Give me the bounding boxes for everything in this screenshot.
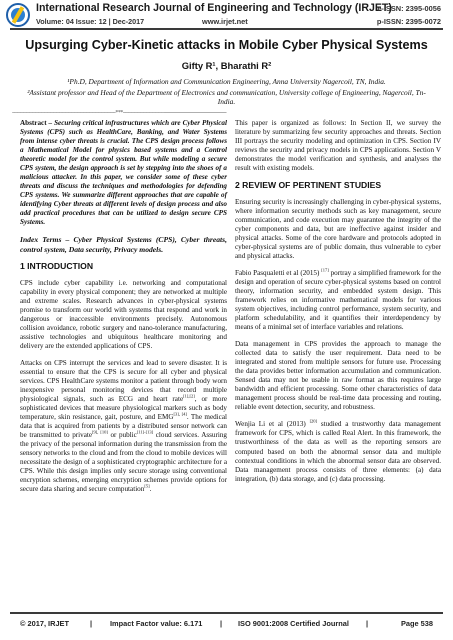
abstract: [20, 119, 227, 227]
intro-paragraph-2: [20, 359, 227, 494]
text-run: . The medical data that is acquired from patients by a distributed sensor network can be transmitted to private: [20, 413, 227, 440]
irjet-logo-icon: [6, 3, 30, 27]
section-heading-review: 2 REVIEW OF PERTINENT STUDIES: [235, 180, 382, 191]
review-paragraph-3: Data management in CPS provides the approach to manage the collected data to satisfy the user requirement. Data need to be integrated and stored from multiple sensors for future use. Processing the data provides better information accumulation and communication. Sensed data may not be usable in raw format as this requires large bandwidth and efficient processing. Some other characteristics of data management process should be real-time data processing and routing, reliable event detection, security, and robustness.: [235, 340, 441, 412]
left-column: [20, 119, 227, 502]
footer-separator: |: [220, 619, 223, 628]
text-run: Attacks on CPS interrupt the services and lead to severe disaster. It is essential to ensure that the CPS is secure for all cyber and physical services. CPS HealthCare systems monitor a patient through body worn inexpensive personal monitoring devices that record multiple physiological signals, such as ECG and heart rate: [20, 359, 227, 404]
review-paragraph-1: Ensuring security is increasingly challenging in cyber-physical systems, where information security methods such as key management, secure communication, and code execution may guarantee the integrity of the cyber components and data, but are ineffective against insider and physical attacks. Some of the core hardware and protocols adopted in cyber-physical systems are of public domain, thus vulnerable to cyber and physical attacks.: [235, 198, 441, 261]
text-run: Fabio Pasqualetti et al (2015): [235, 269, 322, 278]
paper-title: Upsurging Cyber-Kinetic attacks in Mobile Cyber Physical Systems: [25, 38, 428, 52]
text-run: .: [149, 485, 152, 494]
citation: [17]: [321, 267, 329, 273]
organization-paragraph: This paper is organized as follows: In Section II, we survey the literature by summarizing few security approaches and threats. Section III portrays the security modeling and optimization in CPS. Section IV reviews the security and privacy models in CPS applications. Section V demonstrates the model verification and synthesis, and analyses the result with existing models.: [235, 119, 441, 173]
footer-page-number: Page 538: [400, 619, 433, 628]
footer-separator: |: [366, 619, 369, 628]
right-column: [235, 119, 441, 492]
citation: [9], [10]: [92, 429, 108, 435]
abstract-body: – Securing critical infrastructures which are Cyber Physical Systems (CPS) such as HealthCare, Banking, and Water Systems from intense cyber threats is crucial. The CPS design process follows a Mathematical Model for physics based systems and a Control theoretic model for the control system. But while modeling a secure CPS system, the design approach is set by stepping into the shoes of a malicious attacker. In this paper, we consider some of these cyber threats and discuss the techniques and methodologies for defending CPS systems. We summarize different approaches that are capable of identifying Cyber threats at different levels of design process and also add practical procedures that can be utilized to design secure CPS Systems.: [20, 119, 227, 227]
review-paragraph-4: [235, 420, 441, 483]
index-terms: Index Terms – Cyber Physical Systems (CPS), Cyber threats, control system, Data security, Privacy models.: [20, 235, 227, 254]
page-footer: [0, 617, 453, 631]
citation: [3], [4]: [173, 411, 187, 417]
journal-website-link[interactable]: www.irjet.net: [202, 17, 248, 26]
text-run: portray a simplified framework for the design and operation of secure cyber-physical systems based on control theory, information security, and embedded system design. This framework relies on informative mathematical models for various system objectives, including control performance, system security, and platform schedulability, and it quantifies their interdependency by means of a minimal set of interface variables and relations.: [235, 269, 441, 332]
text-run: , or more sophisticated devices that measure physiological markers such as body temperature, skin resistance, gait, posture, and EMG: [20, 395, 227, 422]
journal-name: International Research Journal of Engineering and Technology (IRJET): [36, 2, 392, 14]
affiliation-2: ²Assistant professor and Head of the Department of Electronics and communication, University college of Engineering, Nagercoil, Tn-India.: [27, 88, 426, 107]
journal-header: [0, 0, 453, 30]
volume-info: Volume: 04 Issue: 12 | Dec-2017: [36, 17, 145, 26]
section-separator: ---------------------------------------------------------------------***---------------------------------------------------------------------: [12, 110, 227, 116]
text-run: studied a trustworthy data management framework for CPS, which is called Real Alert. In this framework, the trustworthiness of the data as well as the reporting sensors are computed based on both the abnormal sensor data and multiple contextual conditions in which the abnormal sensor data are observed. Data management process consists of three elements: (a) data integration, (b) data storage, and (c) data processing.: [235, 420, 441, 483]
footer-copyright: © 2017, IRJET: [20, 619, 69, 628]
text-run: cloud services. Assuring the privacy of the personal information during the transmission from the sensory networks to the cloud and from the cloud to mobile devices will necessitate the design of a sophisticated cryptographic architecture for a CPS. While this design implies only secure storage using conventional encryption schemes, emerging encryption schemes provide options for secure data sharing and secure computation: [20, 431, 227, 494]
text-run: Wenjia Li et al (2013): [235, 420, 310, 429]
footer-impact-factor: Impact Factor value: 6.171: [110, 619, 203, 628]
abstract-label: Abstract: [20, 119, 47, 127]
footer-divider: [10, 612, 443, 614]
eissn: e-ISSN: 2395-0056: [377, 4, 441, 13]
citation: [5]: [144, 483, 150, 489]
footer-iso: ISO 9001:2008 Certified Journal: [238, 619, 349, 628]
pissn: p-ISSN: 2395-0072: [376, 17, 441, 26]
citation: [20]: [309, 419, 318, 425]
review-paragraph-2: [235, 269, 441, 332]
intro-paragraph-1: CPS include cyber capability i.e. networking and computational capability in every physical component; they are networked at multiple and extreme scales. Research advances in cyber-physical systems promise to transform our world with systems that respond and work in dangerous or inaccessible environments precisely. Autonomous collision avoidance, robotic surgery and nano-tolerance manufacturing, assistive technologies and ubiquitous healthcare monitoring and delivery are the extended applications of CPS.: [20, 279, 227, 351]
section-heading-introduction: 1 INTRODUCTION: [20, 261, 94, 271]
header-divider: [10, 28, 443, 30]
citation: [1],[2]: [183, 393, 195, 399]
citation: [11]-[13]: [136, 429, 154, 435]
text-run: or public: [107, 431, 137, 440]
affiliation-1: ¹Ph.D, Department of Information and Communication Engineering, Anna University Nagercoil, TN, India.: [67, 77, 386, 86]
paper-authors: Gifty R¹, Bharathi R²: [181, 60, 272, 71]
footer-separator: |: [90, 619, 93, 628]
